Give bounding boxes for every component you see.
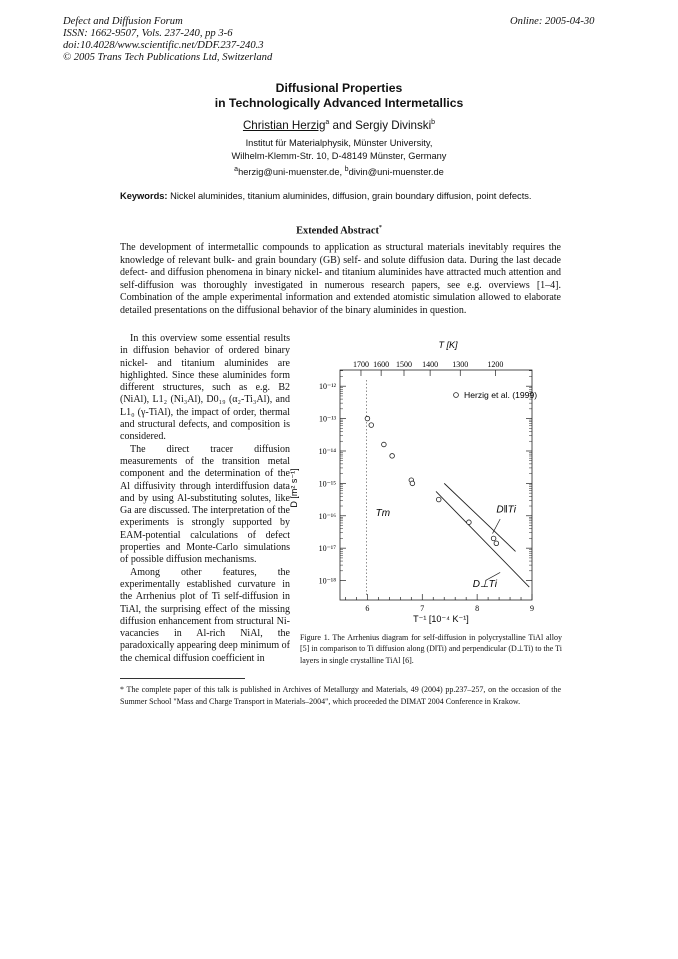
top-tick-label: 1300 <box>452 360 469 369</box>
email-b: divin@uni-muenster.de <box>348 167 444 178</box>
paper-title <box>0 81 678 111</box>
y-axis-label: D [m² s⁻¹] <box>289 468 299 508</box>
trend-line <box>444 483 515 551</box>
issn-line: ISSN: 1662-9507, Vols. 237-240, pp 3-6 <box>63 28 233 39</box>
affiliation <box>0 137 678 179</box>
author-2-mark: b <box>431 119 436 127</box>
email-b-mark: b <box>344 166 349 173</box>
data-point <box>410 481 415 486</box>
data-point <box>390 454 395 459</box>
top-tick-label: 1200 <box>487 360 504 369</box>
copyright-line: © 2005 Trans Tech Publications Ltd, Switzerland <box>63 52 273 63</box>
author-list <box>0 119 678 132</box>
annotation-arrow <box>493 519 501 534</box>
x-tick-label: 8 <box>475 604 480 613</box>
author-2: Sergiy Divinski <box>355 119 432 132</box>
data-point <box>467 520 472 525</box>
figure-caption: Figure 1. The Arrhenius diagram for self-diffusion in polycrystalline TiAl alloy [5] in comparison to Ti diffusion along (D‖Ti) and perpendicular (D⊥Ti) to the Ti layers in single crystalline TiAl [6]. <box>300 633 562 665</box>
paragraph-1: The development of intermetallic compounds to application as structural materials inevitably requires the knowledge of relevant bulk- and grain boundary (GB) self- and solute diffusion data. During the last decade defect- and diffusion phenomena in binary nickel- and titanium aluminides have attracted much attention and self-diffusion was thoroughly investigated in numerous research papers, see e.g. overviews [1–4]. Combination of the ample experimental information and extended atomistic simulation allowed to elaborate detailed presentations on the diffusional behavior of the binary aluminides in question. <box>120 242 561 316</box>
annotation-label: D‖Ti <box>496 504 516 516</box>
data-point <box>436 497 441 502</box>
x-axis-label: T⁻¹ [10⁻⁴ K⁻¹] <box>413 614 469 624</box>
annotation-label: Tm <box>375 507 391 519</box>
y-tick-label: 10⁻¹² <box>318 382 336 392</box>
y-tick-label: 10⁻¹⁷ <box>318 544 336 554</box>
footnote-rule <box>120 678 245 679</box>
paragraph-2: In this overview some essential results in diffusion behavior of ordered binary nickel- and titanium aluminides are highlighted. Since these aluminides form different structures, such as e.g. B2 (NiAl), L1₂ (Ni₃Al), D0₁₉ (α₂-Ti₃Al), and L1₀ (γ-TiAl), the impact of order, thermal and structural defects, and composition is considered. <box>120 333 290 443</box>
y-tick-labels <box>319 382 337 585</box>
x-tick-label: 6 <box>365 604 370 613</box>
y-tick-label: 10⁻¹⁴ <box>318 446 336 456</box>
left-column <box>120 333 290 665</box>
email-a: herzig@uni-muenster.de, <box>238 167 345 178</box>
keywords <box>120 190 560 202</box>
keywords-label: Keywords: <box>120 191 168 201</box>
legend-marker <box>454 393 459 398</box>
data-point <box>365 416 370 421</box>
journal-name: Defect and Diffusion Forum <box>63 16 183 27</box>
paragraph-4: Among other features, the experimentally established curvature in the Arrhenius plot of Ti self-diffusion in TiAl, the surprising effect of the missing diffusion enhancement from structural Ni-vacancies in Al-rich NiAl, the paradoxically appearing deep minimum of the chemical diffusion coefficient in <box>120 566 290 664</box>
author-1: Christian Herzig <box>242 119 326 132</box>
d-lines <box>366 380 529 596</box>
doi-line: doi:10.4028/www.scientific.net/DDF.237-240.3 <box>63 40 264 51</box>
title-line-2: in Technologically Advanced Intermetallics <box>214 96 464 110</box>
data-point <box>369 423 374 428</box>
top-tick-labels <box>353 360 503 369</box>
affiliation-line-1: Institut für Materialphysik, Münster University, <box>245 138 433 148</box>
extended-abstract-heading <box>0 225 678 236</box>
top-axis-label: T [K] <box>438 340 458 350</box>
data-point <box>494 541 499 546</box>
email-line <box>0 163 678 179</box>
top-tick-label: 1500 <box>396 360 412 369</box>
x-tick-label: 9 <box>530 604 534 613</box>
extended-abstract-label: Extended Abstract <box>296 225 379 237</box>
online-date: Online: 2005-04-30 <box>510 16 595 27</box>
footnote: * The complete paper of this talk is published in Archives of Metallurgy and Materials, 49 (2004) pp.237–257, on the occasion of the Summer School "Mass and Charge Transport in Materials–2004", which proceeded the DIMAT 2004 Conference in Krakow. <box>120 685 561 706</box>
annotation-label: D⊥Ti <box>472 579 497 591</box>
chart-annotations <box>376 505 517 591</box>
paragraph-3: The direct tracer diffusion measurements of the transition metal component and the determination of the Al diffusivity through interdiffusion data and by using Al-substituting solutes, like Ga are discussed. The interpretation of the experiments is strongly supported by EAM-potential calculations of defect properties and Monte-Carlo simulations of possible diffusion mechanisms. <box>120 443 290 566</box>
top-tick-label: 1700 <box>352 360 369 369</box>
data-point <box>382 442 387 447</box>
keywords-text: Nickel aluminides, titanium aluminides, diffusion, grain boundary diffusion, point defects. <box>167 191 532 201</box>
y-tick-label: 10⁻¹⁸ <box>318 576 336 586</box>
affiliation-line-2: Wilhelm-Klemm-Str. 10, D-48149 Münster, Germany <box>231 151 447 161</box>
axis-ticks <box>340 370 532 600</box>
journal-header <box>63 16 272 64</box>
top-tick-label: 1600 <box>373 360 390 369</box>
email-a-mark: a <box>234 166 239 173</box>
data-point <box>491 536 496 541</box>
y-tick-label: 10⁻¹³ <box>318 414 336 424</box>
title-line-1: Diffusional Properties <box>275 81 403 95</box>
legend-label: Herzig et al. (1999) <box>464 390 538 400</box>
y-tick-label: 10⁻¹⁵ <box>318 479 336 489</box>
author-1-mark: a <box>325 119 330 127</box>
author-conjunction: and <box>329 119 356 132</box>
arrhenius-chart <box>289 340 544 632</box>
data-points <box>365 416 499 545</box>
x-tick-labels <box>365 604 534 613</box>
extended-abstract-mark: * <box>378 225 382 231</box>
x-tick-label: 7 <box>420 604 425 613</box>
plot-frame <box>340 370 532 600</box>
top-tick-label: 1400 <box>422 360 439 369</box>
y-tick-label: 10⁻¹⁶ <box>318 511 336 521</box>
